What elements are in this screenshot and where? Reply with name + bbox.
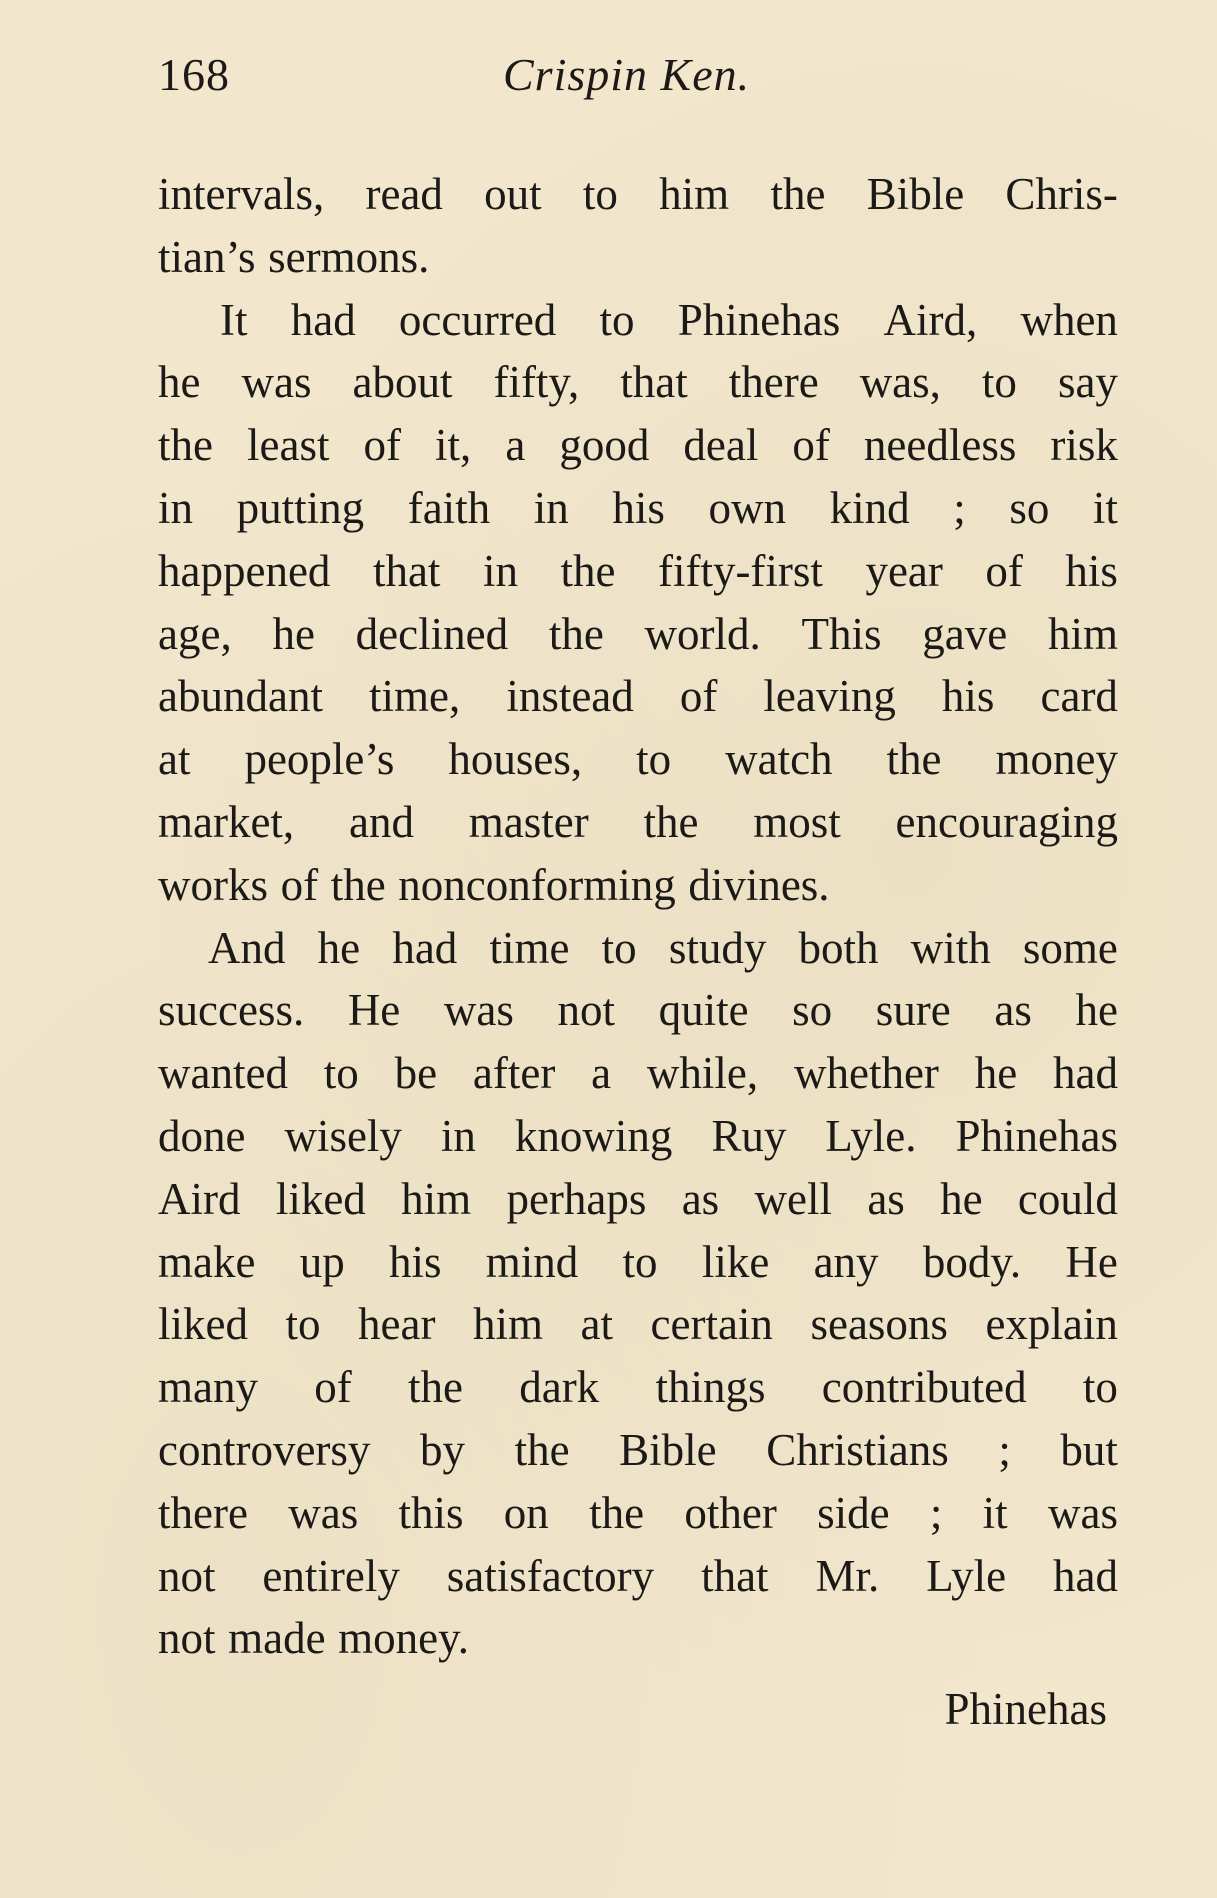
- word: controversy: [158, 1424, 371, 1475]
- word: the: [330, 859, 386, 910]
- word: him: [659, 169, 730, 219]
- word: tian’s: [158, 231, 256, 282]
- word: entirely: [262, 1550, 400, 1601]
- word: it,: [435, 420, 472, 471]
- text-line: [158, 854, 1118, 917]
- page-number: 168: [158, 49, 230, 100]
- word: not: [158, 1613, 216, 1664]
- word: instead: [506, 671, 634, 722]
- word: satisfactory: [446, 1550, 655, 1601]
- word: wisely: [284, 1110, 402, 1161]
- body-text: [158, 163, 1118, 1670]
- word: other: [684, 1487, 777, 1538]
- text-line: [158, 1545, 1118, 1608]
- word: And: [208, 922, 286, 973]
- word: He: [1065, 1236, 1118, 1287]
- word: well: [754, 1173, 832, 1224]
- word: fifty,: [493, 357, 580, 408]
- running-title: Crispin Ken.: [503, 49, 751, 100]
- word: he: [272, 608, 315, 659]
- text-line: [158, 791, 1118, 854]
- word: Bible: [866, 169, 965, 219]
- word: Lyle: [926, 1550, 1007, 1601]
- word: the: [886, 734, 942, 785]
- word: happened: [158, 545, 331, 596]
- word: make: [158, 1236, 256, 1287]
- text-line: [158, 289, 1118, 352]
- word: contributed: [821, 1362, 1027, 1413]
- word: world.: [644, 608, 761, 659]
- text-line: [158, 603, 1118, 666]
- word: intervals,: [158, 169, 325, 219]
- word: to: [622, 1236, 658, 1287]
- word: was,: [859, 357, 941, 408]
- word: knowing: [514, 1110, 673, 1161]
- word: of: [792, 420, 830, 471]
- word: deal: [683, 420, 759, 471]
- word: him: [401, 1173, 472, 1224]
- word: success.: [158, 985, 305, 1036]
- word: so: [1009, 482, 1050, 533]
- text-line: [158, 1042, 1118, 1105]
- word: made: [228, 1613, 326, 1664]
- word: a: [591, 1048, 612, 1099]
- word: that: [620, 357, 688, 408]
- word: liked: [158, 1299, 248, 1350]
- text-line: [158, 477, 1118, 540]
- word: about: [352, 357, 453, 408]
- word: he: [158, 357, 201, 408]
- text-line: [158, 728, 1118, 791]
- word: year: [865, 545, 943, 596]
- word: things: [655, 1362, 766, 1413]
- text-line: [158, 226, 1118, 289]
- word: the: [514, 1424, 570, 1475]
- text-line: [158, 1105, 1118, 1168]
- word: up: [299, 1236, 345, 1287]
- word: dark: [519, 1362, 600, 1413]
- word: he: [317, 922, 361, 973]
- word: the: [560, 545, 616, 596]
- word: encouraging: [895, 796, 1118, 847]
- word: the: [770, 169, 826, 219]
- word: explain: [985, 1299, 1118, 1350]
- word: ;: [929, 1487, 943, 1538]
- word: needless: [863, 420, 1017, 471]
- text-line: [158, 540, 1118, 603]
- word: the: [548, 608, 604, 659]
- word: master: [468, 796, 589, 847]
- word: his: [941, 671, 995, 722]
- word: the: [158, 420, 213, 471]
- word: abundant: [158, 671, 323, 722]
- word: and: [348, 796, 414, 847]
- text-line: [158, 351, 1118, 414]
- text-line: [158, 1293, 1118, 1356]
- word: of: [314, 1362, 352, 1413]
- word: liked: [275, 1173, 366, 1224]
- word: body.: [922, 1236, 1022, 1287]
- word: quite: [658, 985, 749, 1036]
- word: money.: [338, 1613, 469, 1664]
- word: after: [472, 1048, 556, 1099]
- word: time: [489, 922, 570, 973]
- word: leaving: [763, 671, 896, 722]
- catchword: Phinehas: [944, 1684, 1107, 1734]
- word: divines.: [688, 859, 830, 910]
- text-line: [158, 1356, 1118, 1419]
- word: to: [1082, 1362, 1118, 1413]
- word: a: [505, 420, 526, 471]
- word: faith: [407, 482, 491, 533]
- word: risk: [1050, 420, 1118, 471]
- word: whether: [793, 1048, 939, 1099]
- word: not: [158, 1550, 216, 1601]
- word: study: [668, 922, 767, 973]
- word: in: [482, 545, 518, 596]
- word: the: [643, 796, 699, 847]
- text-line: [158, 1482, 1118, 1545]
- word: could: [1017, 1173, 1118, 1224]
- word: that: [372, 545, 441, 596]
- word: kind: [829, 482, 910, 533]
- word: Mr.: [815, 1550, 880, 1601]
- word: so: [792, 985, 833, 1036]
- word: his: [612, 482, 665, 533]
- word: to: [582, 169, 618, 219]
- word: the: [589, 1487, 645, 1538]
- word: mind: [485, 1236, 579, 1287]
- word: there: [158, 1487, 248, 1538]
- word: out: [484, 169, 542, 219]
- word: had: [1053, 1048, 1118, 1099]
- word: sure: [875, 985, 951, 1036]
- word: while,: [646, 1048, 759, 1099]
- word: Christians: [766, 1424, 949, 1475]
- word: him: [472, 1299, 543, 1350]
- word: of: [363, 420, 402, 471]
- word: Aird,: [883, 294, 978, 345]
- word: sermons.: [268, 231, 430, 282]
- word: was: [1047, 1487, 1118, 1538]
- word: to: [285, 1299, 321, 1350]
- word: some: [1022, 922, 1118, 973]
- word: the: [407, 1362, 463, 1413]
- word: had: [1052, 1550, 1118, 1601]
- word: works: [158, 859, 268, 910]
- word: this: [398, 1487, 464, 1538]
- word: own: [708, 482, 786, 533]
- word: to: [601, 922, 637, 973]
- word: It: [220, 294, 248, 345]
- word: side: [817, 1487, 890, 1538]
- text-line: [158, 1168, 1118, 1231]
- word: at: [580, 1299, 613, 1350]
- word: perhaps: [506, 1173, 647, 1224]
- text-line: [158, 163, 1118, 226]
- word: He: [347, 985, 401, 1036]
- word: Bible: [619, 1424, 717, 1475]
- word: in: [158, 482, 194, 533]
- word: had: [290, 294, 356, 345]
- word: ;: [998, 1424, 1011, 1475]
- word: read: [365, 169, 443, 219]
- word: to: [323, 1048, 359, 1099]
- word: many: [158, 1362, 258, 1413]
- word: of: [280, 859, 319, 910]
- text-line: [158, 917, 1118, 980]
- word: This: [801, 608, 882, 659]
- word: money: [995, 734, 1118, 785]
- word: most: [753, 796, 841, 847]
- word: fifty-first: [657, 545, 823, 596]
- word: Phinehas: [677, 294, 841, 345]
- word: both: [798, 922, 879, 973]
- word: people’s: [244, 734, 395, 785]
- word: that: [701, 1550, 769, 1601]
- word: age,: [158, 608, 232, 659]
- word: Ruy: [711, 1110, 787, 1161]
- text-line: [158, 979, 1118, 1042]
- word: he: [974, 1048, 1018, 1099]
- word: to: [599, 294, 635, 345]
- word: as: [994, 985, 1032, 1036]
- word: time,: [369, 671, 461, 722]
- word: on: [503, 1487, 549, 1538]
- word: as: [867, 1173, 905, 1224]
- word: watch: [725, 734, 833, 785]
- word: he: [1075, 985, 1118, 1036]
- word: occurred: [398, 294, 557, 345]
- word: wanted: [158, 1048, 288, 1099]
- word: good: [559, 420, 650, 471]
- word: hear: [358, 1299, 436, 1350]
- word: in: [440, 1110, 476, 1161]
- text-line: [158, 414, 1118, 477]
- word: was: [288, 1487, 359, 1538]
- text-line: [158, 665, 1118, 728]
- word: nonconforming: [398, 859, 676, 910]
- word: any: [813, 1236, 879, 1287]
- word: in: [533, 482, 569, 533]
- word: his: [1065, 545, 1118, 596]
- word: but: [1060, 1424, 1118, 1475]
- word: houses,: [448, 734, 583, 785]
- word: gave: [922, 608, 1008, 659]
- word: by: [420, 1424, 466, 1475]
- word: like: [701, 1236, 770, 1287]
- page-header: [158, 48, 1118, 118]
- word: seasons: [810, 1299, 948, 1350]
- word: done: [158, 1110, 246, 1161]
- word: his: [388, 1236, 442, 1287]
- word: putting: [236, 482, 365, 533]
- word: Phinehas: [955, 1110, 1118, 1161]
- word: was: [241, 357, 312, 408]
- word: with: [910, 922, 991, 973]
- word: it: [1092, 482, 1118, 533]
- word: be: [394, 1048, 438, 1099]
- word: to: [636, 734, 672, 785]
- word: ;: [953, 482, 966, 533]
- word: at: [158, 734, 191, 785]
- word: had: [392, 922, 458, 973]
- word: not: [557, 985, 615, 1036]
- word: was: [443, 985, 514, 1036]
- word: it: [982, 1487, 1008, 1538]
- word: of: [679, 671, 718, 722]
- word: him: [1047, 608, 1118, 659]
- text-line: [158, 1231, 1118, 1294]
- word: certain: [650, 1299, 773, 1350]
- word: Lyle.: [825, 1110, 917, 1161]
- word: Chris-: [1005, 169, 1118, 219]
- word: Aird: [158, 1173, 241, 1224]
- word: as: [681, 1173, 720, 1224]
- word: least: [247, 420, 330, 471]
- word: declined: [355, 608, 509, 659]
- word: say: [1057, 357, 1118, 408]
- word: to: [981, 357, 1017, 408]
- word: of: [985, 545, 1023, 596]
- word: card: [1040, 671, 1118, 722]
- text-line: [158, 1419, 1118, 1482]
- text-line: [158, 1607, 1118, 1670]
- word: he: [940, 1173, 983, 1224]
- word: there: [728, 357, 819, 408]
- word: when: [1020, 294, 1118, 345]
- word: market,: [158, 796, 295, 847]
